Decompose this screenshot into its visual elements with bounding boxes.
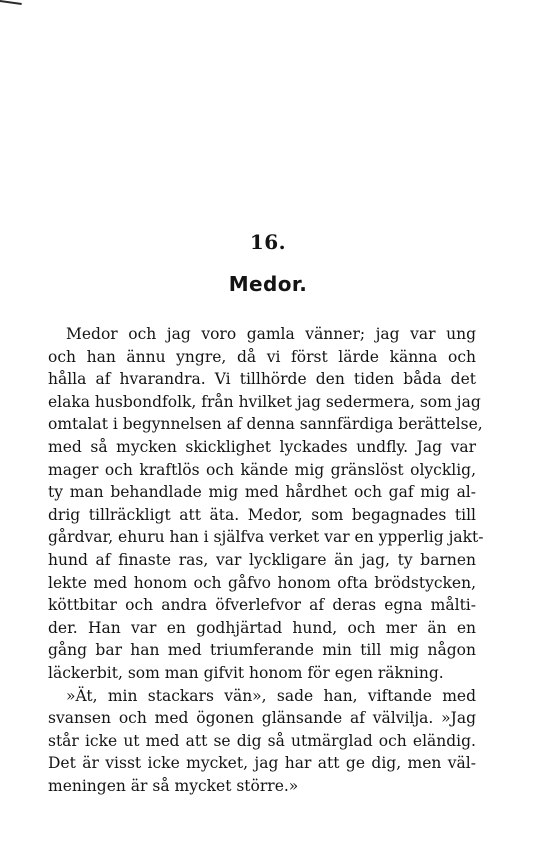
text-line: hålla af hvarandra. Vi tillhörde den tiden båda det (48, 370, 476, 389)
text-line: med så mycken skicklighet lyckades undfly. Jag var (48, 437, 476, 456)
text-line: och han ännu yngre, då vi först lärde känna och (48, 347, 476, 366)
paragraph (48, 685, 476, 798)
text-line: står icke ut med att se dig så utmärglad och eländig. (48, 731, 476, 750)
text-line: lekte med honom och gåfvo honom ofta brödstycken, (48, 573, 476, 592)
text-line: meningen är så mycket större.» (48, 776, 299, 795)
text-line: drig tillräckligt att äta. Medor, som begagnades till (48, 505, 476, 524)
text-line: der. Han var en godhjärtad hund, och mer än en (48, 618, 476, 637)
text-line: hund af finaste ras, var lyckligare än jag, ty barnen (48, 550, 476, 569)
chapter-title: Medor. (228, 272, 308, 296)
text-line: »Ät, min stackars vän», sade han, viftande med (66, 686, 476, 705)
body-text (48, 323, 484, 797)
text-line: omtalat i begynnelsen af denna sannfärdiga berättelse, (48, 415, 483, 434)
text-line: gång bar han med triumferande min till mig någon (48, 641, 476, 660)
paragraph (48, 323, 484, 685)
scan-edge-mark (0, 0, 22, 5)
text-line: ty man behandlade mig med hårdhet och gaf mig al- (48, 483, 476, 502)
text-line: Medor och jag voro gamla vänner; jag var ung (66, 325, 476, 343)
text-line: gårdvar, ehuru han i själfva verket var en ypperlig jakt- (48, 528, 484, 547)
text-line: läckerbit, som man gifvit honom för egen räkning. (48, 663, 444, 682)
text-line: Det är visst icke mycket, jag har att ge dig, men väl- (48, 754, 476, 773)
text-line: mager och kraftlös och kände mig gränslöst olycklig, (48, 460, 476, 479)
chapter-number: 16. (249, 230, 287, 254)
text-line: elaka husbondfolk, från hvilket jag sedermera, som jag (48, 392, 481, 411)
text-line: köttbitar och andra öfverlefvor af deras egna målti- (48, 596, 476, 615)
text-line: svansen och med ögonen glänsande af välvilja. »Jag (48, 709, 476, 728)
